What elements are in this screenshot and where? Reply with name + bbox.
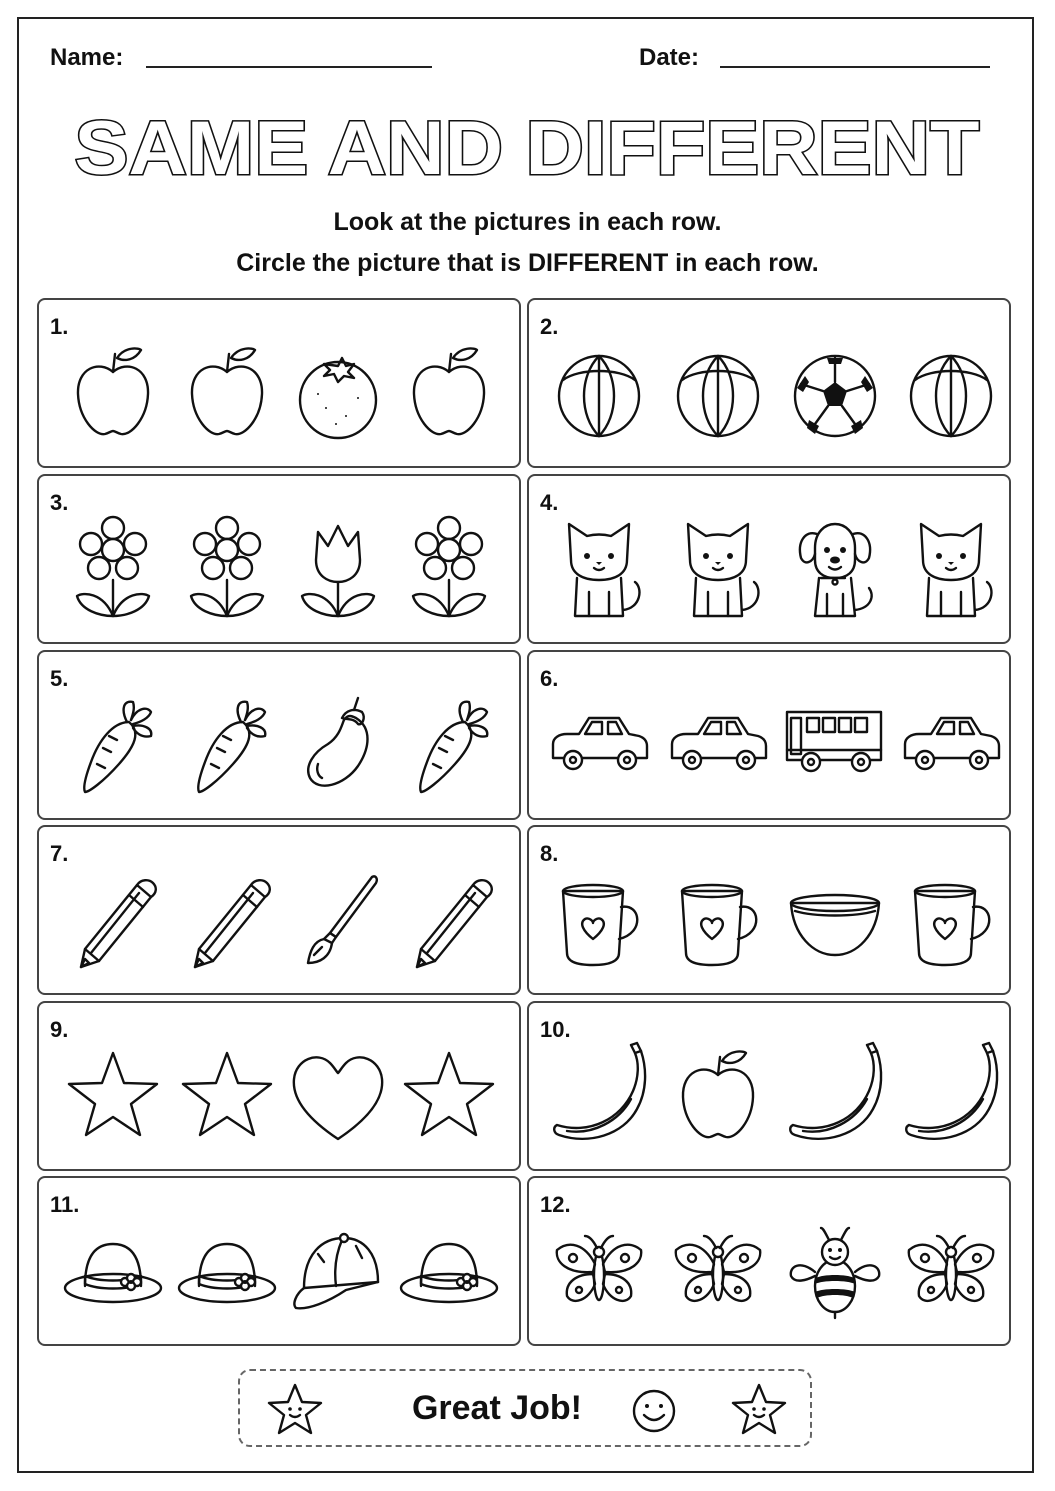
sun-hat-icon — [399, 1214, 499, 1326]
pencil-icon — [177, 863, 277, 975]
exercise-number: 1. — [50, 314, 69, 339]
picture-beach-ball[interactable] — [901, 336, 1001, 448]
exercise-number: 5. — [50, 666, 69, 691]
picture-orange[interactable] — [288, 336, 388, 448]
exercise-number: 10. — [540, 1017, 571, 1042]
name-label: Name: — [50, 44, 124, 71]
butterfly-icon — [668, 1214, 768, 1326]
picture-cat[interactable] — [668, 512, 768, 624]
picture-bowl[interactable] — [785, 863, 885, 975]
exercise-row-12 — [527, 1176, 1011, 1346]
beach-ball-icon — [901, 336, 1001, 448]
flower-icon — [63, 512, 163, 624]
exercise-row-11 — [37, 1176, 521, 1346]
carrot-icon — [177, 688, 277, 800]
great-job-text: Great Job! — [411, 1389, 583, 1427]
picture-heart-mug[interactable] — [901, 863, 1001, 975]
orange-icon — [288, 336, 388, 448]
exercise-row-3 — [37, 474, 521, 644]
picture-apple[interactable] — [63, 336, 163, 448]
picture-paintbrush[interactable] — [288, 863, 388, 975]
picture-star[interactable] — [63, 1039, 163, 1151]
picture-sun-hat[interactable] — [177, 1214, 277, 1326]
banana-icon — [549, 1039, 649, 1151]
butterfly-icon — [549, 1214, 649, 1326]
picture-heart[interactable] — [288, 1039, 388, 1151]
cap-icon — [288, 1214, 388, 1326]
picture-pencil[interactable] — [399, 863, 499, 975]
exercise-row-2 — [527, 298, 1011, 468]
page-title — [0, 86, 1055, 196]
picture-flower[interactable] — [63, 512, 163, 624]
flower-icon — [399, 512, 499, 624]
name-field[interactable] — [146, 66, 432, 68]
exercise-row-10 — [527, 1001, 1011, 1171]
picture-dog[interactable] — [785, 512, 885, 624]
pencil-icon — [399, 863, 499, 975]
picture-car[interactable] — [668, 688, 768, 800]
apple-icon — [399, 336, 499, 448]
banana-icon — [901, 1039, 1001, 1151]
carrot-icon — [63, 688, 163, 800]
car-icon — [549, 688, 649, 800]
flower-icon — [177, 512, 277, 624]
apple-icon — [177, 336, 277, 448]
star-icon — [63, 1039, 163, 1151]
exercise-row-9 — [37, 1001, 521, 1171]
picture-flower[interactable] — [399, 512, 499, 624]
picture-heart-mug[interactable] — [668, 863, 768, 975]
instructions-line-1: Look at the pictures in each row. — [333, 208, 722, 236]
exercise-number: 7. — [50, 841, 69, 866]
soccer-ball-icon — [785, 336, 885, 448]
picture-eggplant[interactable] — [288, 688, 388, 800]
picture-car[interactable] — [549, 688, 649, 800]
picture-cat[interactable] — [901, 512, 1001, 624]
exercise-number: 2. — [540, 314, 559, 339]
picture-star[interactable] — [177, 1039, 277, 1151]
page-title-text: SAME AND DIFFERENT — [74, 106, 980, 191]
picture-butterfly[interactable] — [549, 1214, 649, 1326]
car-icon — [668, 688, 768, 800]
tulip-icon — [288, 512, 388, 624]
heart-mug-icon — [668, 863, 768, 975]
sun-hat-icon — [177, 1214, 277, 1326]
picture-pencil[interactable] — [177, 863, 277, 975]
cat-icon — [901, 512, 1001, 624]
picture-apple[interactable] — [668, 1039, 768, 1151]
picture-bus[interactable] — [785, 688, 885, 800]
date-field[interactable] — [720, 66, 990, 68]
picture-butterfly[interactable] — [901, 1214, 1001, 1326]
exercise-number: 12. — [540, 1192, 571, 1217]
butterfly-icon — [901, 1214, 1001, 1326]
exercise-row-5 — [37, 650, 521, 820]
exercise-number: 9. — [50, 1017, 69, 1042]
smiley-face-icon — [630, 1387, 678, 1435]
exercise-number: 6. — [540, 666, 559, 691]
bowl-icon — [785, 863, 885, 975]
picture-banana[interactable] — [901, 1039, 1001, 1151]
bee-icon — [785, 1214, 885, 1326]
banana-icon — [785, 1039, 885, 1151]
picture-sun-hat[interactable] — [63, 1214, 163, 1326]
picture-carrot[interactable] — [63, 688, 163, 800]
picture-sun-hat[interactable] — [399, 1214, 499, 1326]
beach-ball-icon — [549, 336, 649, 448]
picture-beach-ball[interactable] — [549, 336, 649, 448]
heart-mug-icon — [901, 863, 1001, 975]
picture-tulip[interactable] — [288, 512, 388, 624]
exercise-row-7 — [37, 825, 521, 995]
picture-banana[interactable] — [549, 1039, 649, 1151]
picture-soccer-ball[interactable] — [785, 336, 885, 448]
picture-banana[interactable] — [785, 1039, 885, 1151]
picture-bee[interactable] — [785, 1214, 885, 1326]
picture-beach-ball[interactable] — [668, 336, 768, 448]
exercise-number: 11. — [50, 1192, 80, 1217]
star-icon — [177, 1039, 277, 1151]
paintbrush-icon — [288, 863, 388, 975]
cat-icon — [549, 512, 649, 624]
picture-flower[interactable] — [177, 512, 277, 624]
picture-cap[interactable] — [288, 1214, 388, 1326]
apple-icon — [668, 1039, 768, 1151]
beach-ball-icon — [668, 336, 768, 448]
picture-apple[interactable] — [399, 336, 499, 448]
exercise-row-8 — [527, 825, 1011, 995]
instructions-line-2: Circle the picture that is DIFFERENT in each row. — [236, 249, 819, 277]
heart-mug-icon — [549, 863, 649, 975]
cat-icon — [668, 512, 768, 624]
bus-icon — [785, 688, 885, 800]
dog-icon — [785, 512, 885, 624]
smiling-star-icon — [728, 1381, 790, 1437]
exercise-number: 8. — [540, 841, 559, 866]
picture-heart-mug[interactable] — [549, 863, 649, 975]
pencil-icon — [63, 863, 163, 975]
picture-carrot[interactable] — [399, 688, 499, 800]
picture-apple[interactable] — [177, 336, 277, 448]
carrot-icon — [399, 688, 499, 800]
heart-icon — [288, 1039, 388, 1151]
exercise-row-4 — [527, 474, 1011, 644]
picture-pencil[interactable] — [63, 863, 163, 975]
sun-hat-icon — [63, 1214, 163, 1326]
picture-carrot[interactable] — [177, 688, 277, 800]
star-icon — [399, 1039, 499, 1151]
picture-car[interactable] — [901, 688, 1001, 800]
picture-butterfly[interactable] — [668, 1214, 768, 1326]
apple-icon — [63, 336, 163, 448]
footer-banner — [238, 1369, 812, 1447]
exercise-row-1 — [37, 298, 521, 468]
exercise-number: 3. — [50, 490, 69, 515]
picture-cat[interactable] — [549, 512, 649, 624]
exercise-row-6 — [527, 650, 1011, 820]
picture-star[interactable] — [399, 1039, 499, 1151]
date-label: Date: — [639, 44, 700, 71]
eggplant-icon — [288, 688, 388, 800]
car-icon — [901, 688, 1001, 800]
exercise-number: 4. — [540, 490, 559, 515]
